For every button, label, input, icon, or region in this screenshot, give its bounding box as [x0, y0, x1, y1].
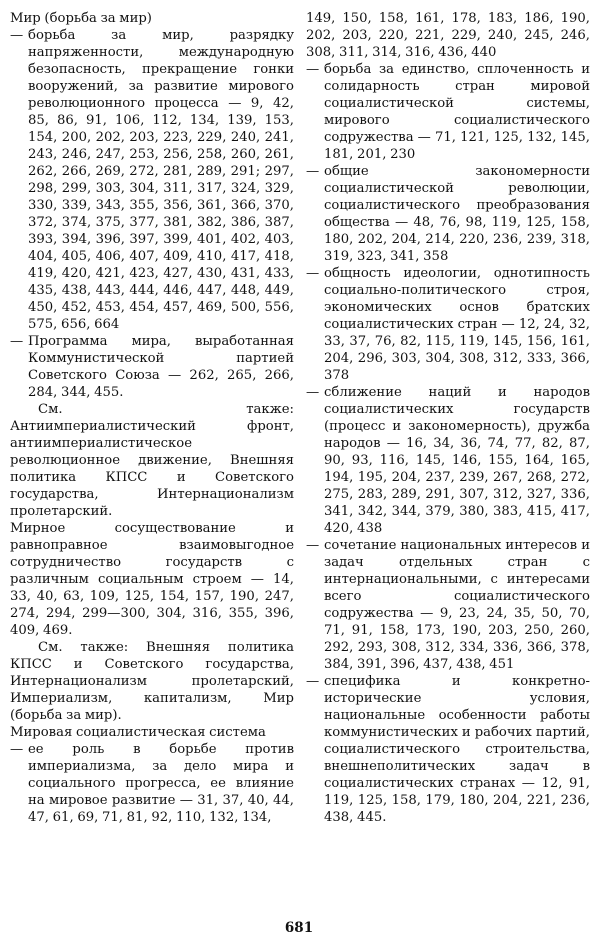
subentry-dash: —	[10, 334, 24, 349]
subentry-dash: —	[10, 28, 24, 43]
index-subentry-specifics-and-conditions: — специфика и конкретно-исторические условия, национальные особенности работы коммунистических и рабочих партий, социалистического строительства, внешнеполитических задач в социалистических странах — 12, 91, 119, 125, 158, 179, 180, 204, 221, 236, 438, 445.	[306, 674, 590, 825]
index-subentry-role-against-imperialism: — ее роль в борьбе против империализма, за дело мира и социального прогресса, ее влияние на мировое развитие — 31, 37, 40, 44, 47, 61, 69, 71, 81, 92, 110, 132, 134,	[10, 742, 294, 825]
index-heading-world-socialist-system: Мировая социалистическая система	[10, 725, 266, 740]
subentry-dash: —	[306, 164, 320, 179]
subentry-dash: —	[306, 266, 320, 281]
index-page	[10, 10, 588, 940]
index-see-also-coexistence: См. также: Внешняя политика КПСС и Советского государства, Интернационализм пролетарский, Империализм, капитализм, Мир (борьба за мир).	[10, 640, 294, 723]
index-subentry-struggle-for-peace: — борьба за мир, разрядку напряженности, международную безопасность, прекращение гонки вооружений, за развитие мирового революционного процесса — 9, 42, 85, 86, 91, 106, 112, 134, 139, 153, 154, 200, 202, 203, 223, 229, 240, 241, 243, 246, 247, 253, 256, 258, 260, 261, 262, 266, 269, 272, 281, 289, 291; 297, 298, 299, 303, 304, 311, 317, 324, 329, 330, 339, 343, 355, 356, 361, 366, 370, 372, 374, 375, 377, 381, 382, 386, 387, 393, 394, 396, 397, 399, 401, 402, 403, 404, 405, 406, 407, 409, 410, 417, 418, 419, 420, 421, 423, 427, 430, 431, 433, 435, 438, 443, 444, 446, 447, 448, 449, 450, 452, 453, 454, 457, 469, 500, 556, 575, 656, 664	[10, 28, 294, 332]
index-subentry-unity-solidarity: — борьба за единство, сплоченность и солидарность стран мировой социалистической системы, мирового социалистического содружества — 71, 121, 125, 132, 145, 181, 201, 230	[306, 62, 590, 162]
index-subentry-rapprochement-of-nations: — сближение наций и народов социалистических государств (процесс и закономерность), дружба народов — 16, 34, 36, 74, 77, 82, 87, 90, 93, 116, 145, 146, 155, 164, 165, 194, 195, 204, 237, 239, 267, 268, 272, 275, 283, 289, 291, 307, 312, 327, 336, 341, 342, 344, 379, 380, 383, 415, 417, 420, 438	[306, 385, 590, 536]
index-subentry-national-and-international-interests: — сочетание национальных интересов и задач отдельных стран с интернациональными, с интересами всего социалистического содружества — 9, 23, 24, 35, 50, 70, 71, 91, 158, 173, 190, 203, 250, 260, 292, 293, 308, 312, 334, 336, 366, 378, 384, 391, 396, 437, 438, 451	[306, 538, 590, 672]
page-number: 681	[284, 920, 314, 936]
subentry-dash: —	[306, 674, 320, 689]
index-subentry-general-regularities: — общие закономерности социалистической революции, социалистического преобразования общества — 48, 76, 98, 119, 125, 158, 180, 202, 204, 214, 220, 236, 239, 318, 319, 323, 341, 358	[306, 164, 590, 264]
index-continuation-page-numbers: 149, 150, 158, 161, 178, 183, 186, 190, 202, 203, 220, 221, 229, 240, 245, 246, 308, 311, 314, 316, 436, 440	[306, 11, 590, 60]
index-see-also-peace: См. также: Антиимпериалистический фронт, антиимпериалистическое революционное движение, Внешняя политика КПСС и Советского государства, Интернационализм пролетарский.	[10, 402, 294, 519]
index-subentry-common-ideology: — общность идеологии, однотипность социально-политического строя, экономических основ братских социалистических стран — 12, 24, 32, 33, 37, 76, 82, 115, 119, 145, 156, 161, 204, 296, 303, 304, 308, 312, 333, 366, 378	[306, 266, 590, 383]
index-subentry-peace-program: — Программа мира, выработанная Коммунистической партией Советского Союза — 262, 265, 266, 284, 344, 455.	[10, 334, 294, 400]
subentry-dash: —	[306, 62, 320, 77]
left-column	[10, 10, 294, 826]
right-column	[306, 10, 590, 826]
subentry-dash: —	[10, 742, 24, 757]
index-heading-peace: Мир (борьба за мир)	[10, 11, 152, 26]
index-heading-peaceful-coexistence: Мирное сосуществование и равноправное взаимовыгодное сотрудничество государств с различным социальным строем — 14, 33, 40, 63, 109, 125, 154, 157, 190, 247, 274, 294, 299—300, 304, 316, 355, 396, 409, 469.	[10, 521, 294, 638]
subentry-dash: —	[306, 538, 320, 553]
subentry-dash: —	[306, 385, 320, 400]
